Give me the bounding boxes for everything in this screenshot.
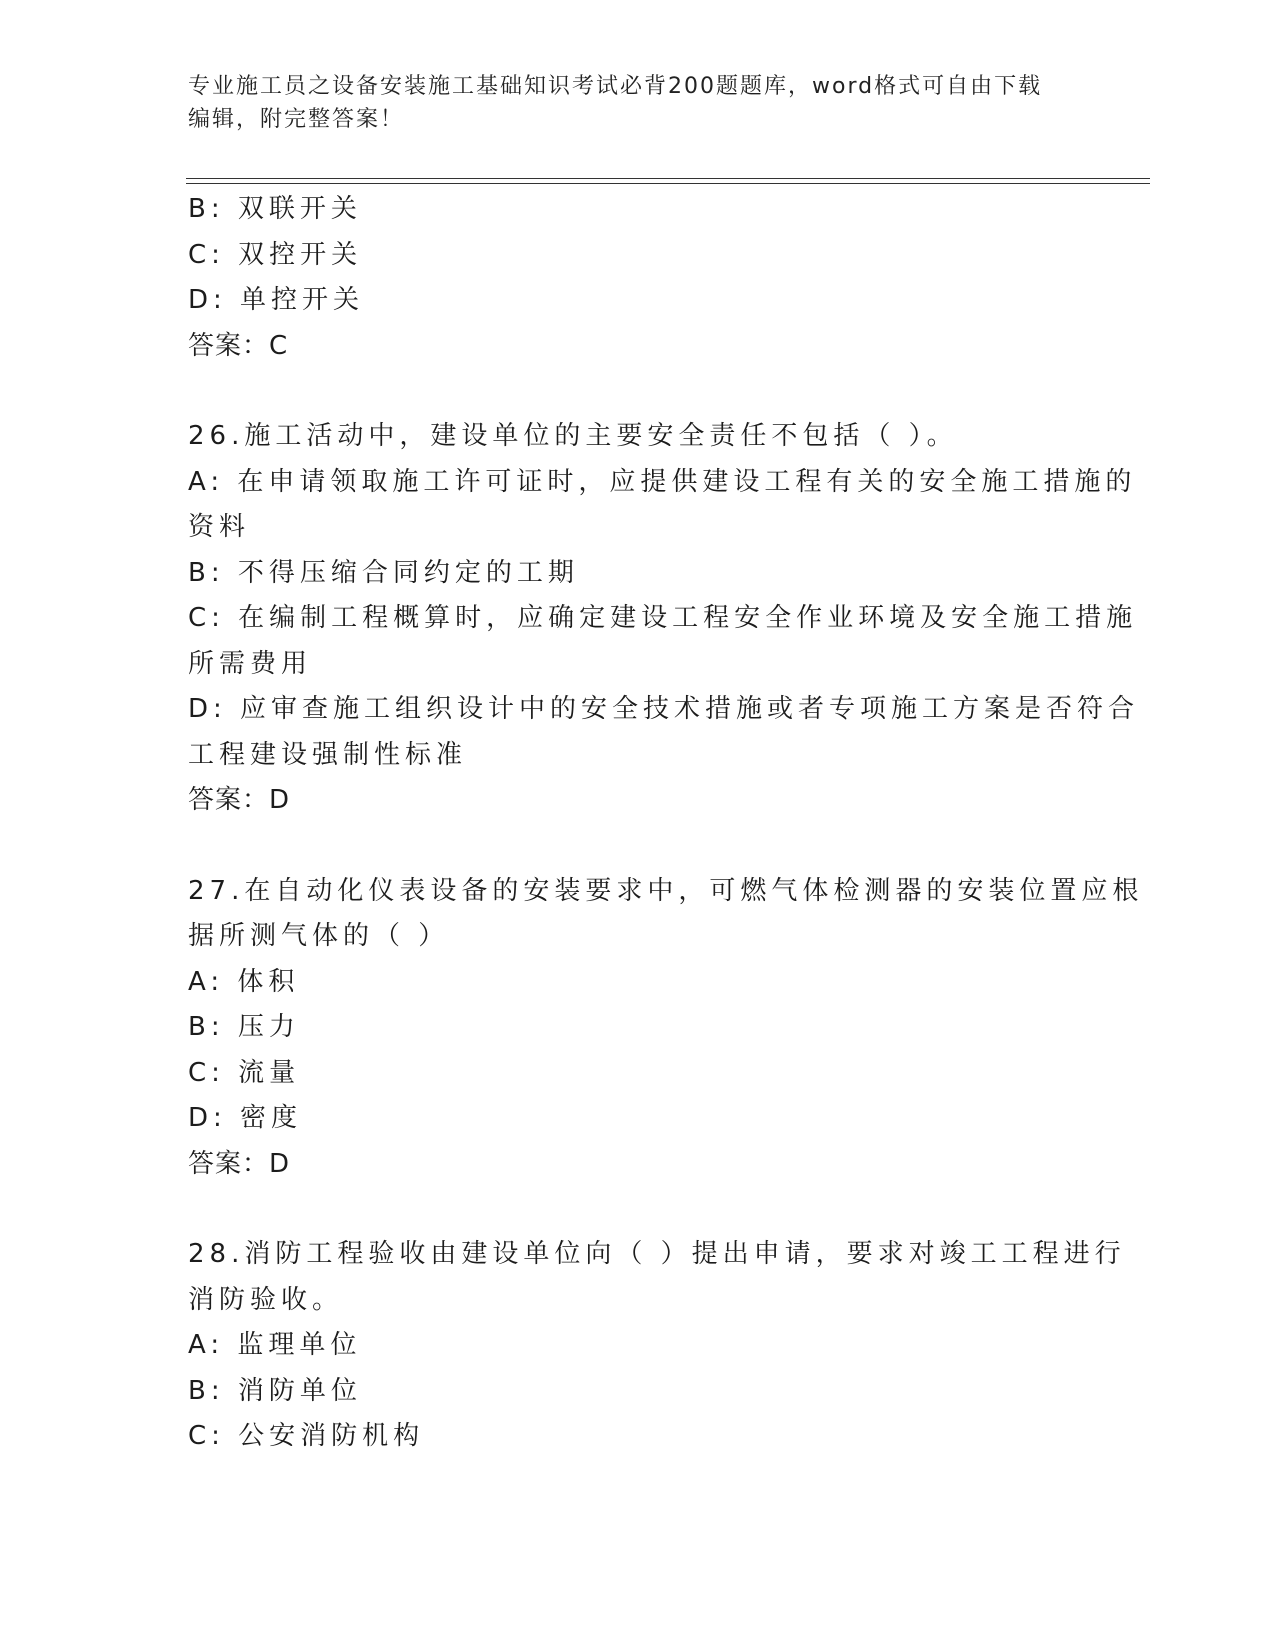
q26-option-a: A: 在申请领取施工许可证时，应提供建设工程有关的安全施工措施的 — [188, 466, 1137, 497]
q26-option-c: C: 在编制工程概算时，应确定建设工程安全作业环境及安全施工措施 — [188, 603, 1138, 633]
q26-option-d: D: 应审查施工组织设计中的安全技术措施或者专项施工方案是否符合 — [188, 694, 1140, 724]
q25-option-b: B: 双联开关 — [188, 194, 362, 224]
q28-stem-cont: 消防验收。 — [188, 1284, 344, 1315]
q25-option-d: D: 单控开关 — [188, 285, 365, 315]
q25-answer: 答案：C — [188, 330, 289, 361]
q25-option-c: C: 双控开关 — [188, 239, 363, 270]
q26-answer: 答案：D — [188, 785, 291, 815]
q26-stem: 26.施工活动中，建设单位的主要安全责任不包括（ ）。 — [188, 421, 958, 451]
page-header — [188, 70, 1068, 136]
question-28 — [188, 1232, 1126, 1460]
q28-option-b: B: 消防单位 — [188, 1375, 362, 1406]
q27-option-a: A: 体积 — [188, 966, 300, 997]
q28-option-a: A: 监理单位 — [188, 1330, 362, 1360]
header-title-line2: 编辑，附完整答案！ — [188, 107, 405, 132]
q28-option-c: C: 公安消防机构 — [188, 1421, 425, 1451]
header-title-line1: 专业施工员之设备安装施工基础知识考试必背200题题库，word格式可自由下载 — [188, 74, 1043, 99]
document-body — [188, 187, 1144, 1460]
q27-option-d: D: 密度 — [188, 1103, 303, 1133]
spacer — [188, 369, 1088, 414]
spacer — [188, 824, 1088, 869]
spacer — [188, 1187, 1088, 1232]
q27-option-b: B: 压力 — [188, 1012, 300, 1042]
q27-stem-cont: 据所测气体的（ ） — [188, 921, 450, 951]
q26-option-c-cont: 所需费用 — [188, 648, 313, 679]
header-divider-top — [186, 178, 1150, 179]
question-25-tail — [188, 187, 1088, 369]
q27-stem: 27.在自动化仪表设备的安装要求中，可燃气体检测器的安装位置应根 — [188, 875, 1144, 906]
q26-option-a-cont: 资料 — [188, 512, 251, 542]
q26-option-d-cont: 工程建设强制性标准 — [188, 739, 468, 770]
q26-option-b: B: 不得压缩合同约定的工期 — [188, 557, 579, 588]
q28-stem: 28.消防工程验收由建设单位向（ ）提出申请，要求对竣工工程进行 — [188, 1239, 1126, 1269]
header-divider-bottom — [186, 183, 1150, 184]
question-26 — [188, 414, 1140, 824]
question-27 — [188, 869, 1144, 1188]
q27-option-c: C: 流量 — [188, 1057, 301, 1088]
q27-answer: 答案：D — [188, 1148, 291, 1179]
